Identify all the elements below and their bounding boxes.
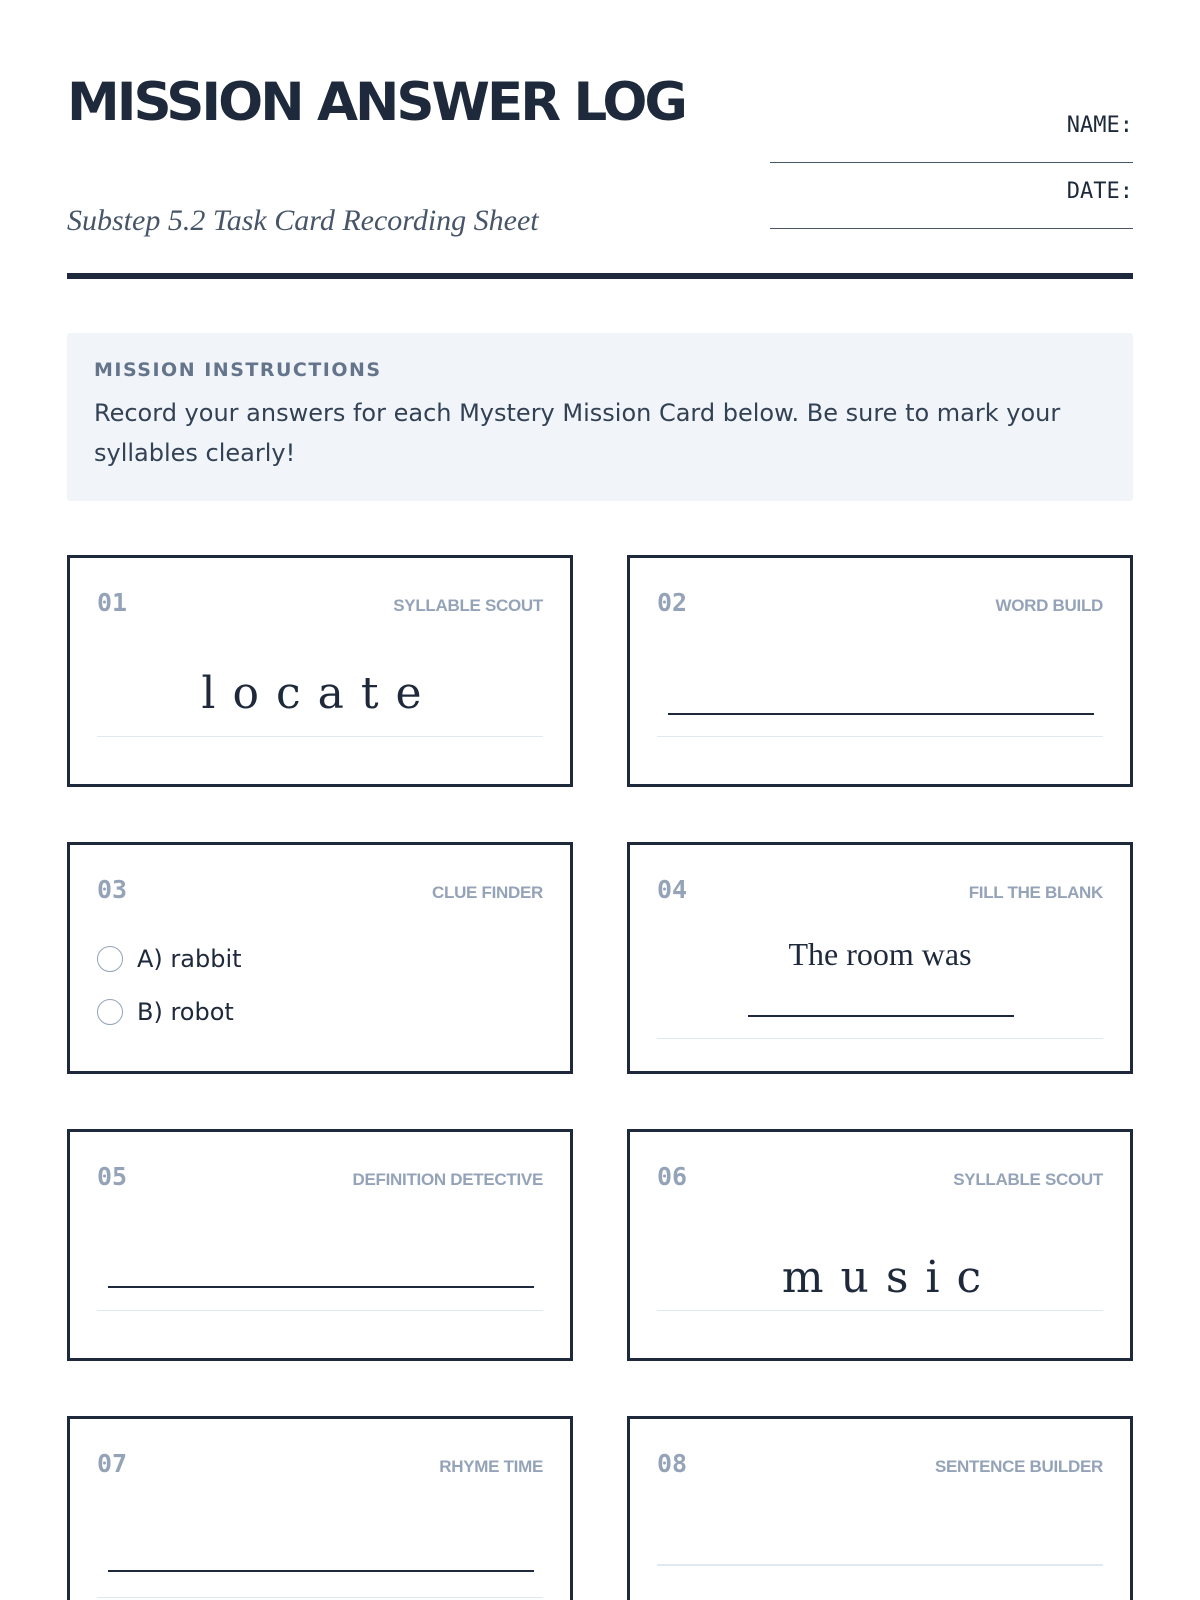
card-category: FILL THE BLANK bbox=[968, 883, 1103, 902]
mission-card-08 bbox=[627, 1416, 1133, 1600]
date-label: DATE: bbox=[1066, 179, 1133, 204]
answer-line[interactable] bbox=[668, 713, 1094, 715]
card-category: SENTENCE BUILDER bbox=[934, 1457, 1103, 1476]
card-number: 01 bbox=[97, 588, 128, 617]
radio-circle-icon[interactable] bbox=[97, 946, 123, 972]
card-divider bbox=[97, 1310, 543, 1311]
card-category: WORD BUILD bbox=[995, 596, 1103, 615]
card-divider bbox=[97, 736, 543, 737]
syllable-word: locate bbox=[201, 668, 439, 719]
card-category: SYLLABLE SCOUT bbox=[393, 596, 543, 615]
instructions-text: Record your answers for each Mystery Mission Card below. Be sure to mark your syllables clearly! bbox=[94, 399, 1061, 467]
date-field[interactable] bbox=[770, 179, 1133, 229]
fill-sentence: The room was bbox=[788, 936, 972, 972]
mission-card-07 bbox=[67, 1416, 573, 1600]
card-divider bbox=[657, 736, 1103, 737]
card-number: 06 bbox=[657, 1162, 688, 1191]
mission-card-04 bbox=[627, 842, 1133, 1074]
mission-card-01 bbox=[67, 555, 573, 787]
card-category: DEFINITION DETECTIVE bbox=[352, 1170, 543, 1189]
card-number: 02 bbox=[657, 588, 688, 617]
answer-line[interactable] bbox=[657, 1564, 1103, 1566]
card-number: 04 bbox=[657, 875, 688, 904]
instructions-heading: MISSION INSTRUCTIONS bbox=[94, 359, 382, 381]
worksheet-page bbox=[67, 0, 1133, 1600]
card-category: SYLLABLE SCOUT bbox=[953, 1170, 1103, 1189]
card-number: 05 bbox=[97, 1162, 128, 1191]
card-category: RHYME TIME bbox=[439, 1457, 543, 1476]
card-number: 03 bbox=[97, 875, 128, 904]
syllable-word: music bbox=[781, 1252, 999, 1303]
card-divider bbox=[657, 1038, 1103, 1039]
header-divider bbox=[67, 273, 1133, 279]
card-number: 08 bbox=[657, 1449, 688, 1478]
page-title: MISSION ANSWER LOG bbox=[67, 72, 685, 133]
option-a[interactable] bbox=[97, 944, 242, 974]
mission-card-05 bbox=[67, 1129, 573, 1361]
card-category: CLUE FINDER bbox=[432, 883, 543, 902]
answer-line[interactable] bbox=[108, 1570, 534, 1572]
instructions-box bbox=[67, 333, 1133, 501]
card-number: 07 bbox=[97, 1449, 128, 1478]
option-b[interactable] bbox=[97, 997, 234, 1027]
mission-card-02 bbox=[627, 555, 1133, 787]
radio-circle-icon[interactable] bbox=[97, 999, 123, 1025]
mission-card-03 bbox=[67, 842, 573, 1074]
answer-line[interactable] bbox=[108, 1286, 534, 1288]
name-label: NAME: bbox=[1066, 113, 1133, 138]
name-field[interactable] bbox=[770, 113, 1133, 163]
option-label: B) robot bbox=[137, 998, 234, 1026]
option-label: A) rabbit bbox=[137, 945, 242, 973]
answer-line[interactable] bbox=[748, 1015, 1014, 1017]
page-subtitle: Substep 5.2 Task Card Recording Sheet bbox=[67, 204, 539, 237]
mission-card-06 bbox=[627, 1129, 1133, 1361]
card-divider bbox=[657, 1310, 1103, 1311]
card-divider bbox=[97, 1597, 543, 1598]
